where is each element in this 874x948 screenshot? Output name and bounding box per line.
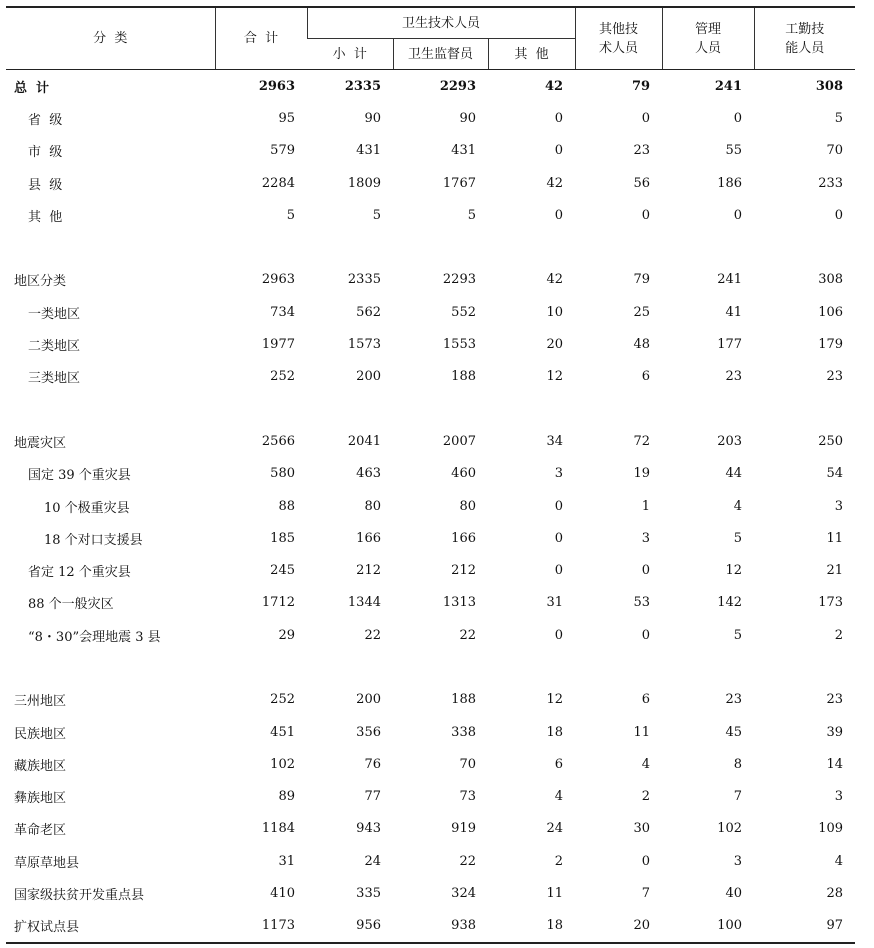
cell-supervisor: 166	[451, 530, 476, 546]
spacer-cell	[6, 393, 855, 425]
cell-other-tech: 0	[641, 853, 651, 869]
cell-total: 31	[278, 853, 295, 869]
cell-other: 18	[488, 910, 575, 943]
cell-management: 0	[733, 110, 743, 126]
cell-subtotal: 1573	[347, 337, 381, 353]
row-label: 藏族地区	[14, 758, 67, 774]
cell-total: 1977	[261, 337, 295, 353]
cell-total: 2963	[258, 78, 295, 94]
row-label: 省定 12 个重灾县	[28, 565, 131, 581]
row-label: 88 个一般灾区	[28, 597, 114, 613]
cell-other-tech: 6	[641, 692, 651, 708]
cell-supervisor: 2293	[442, 272, 476, 288]
table-row	[6, 845, 855, 877]
cell-worker: 70	[826, 143, 844, 159]
cell-total: 245	[270, 563, 295, 579]
cell-worker: 14	[826, 756, 844, 772]
table-row	[6, 684, 855, 716]
cell-other: 0	[554, 143, 564, 159]
cell-supervisor: 188	[451, 369, 476, 385]
cell-worker: 3	[834, 498, 844, 514]
cell-management: 241	[714, 78, 743, 94]
cell-worker: 39	[826, 724, 844, 740]
cell-other: 11	[546, 886, 564, 902]
cell-supervisor: 431	[451, 143, 476, 159]
table-row	[6, 910, 855, 943]
cell-supervisor: 73	[459, 789, 476, 805]
header-health-tech-staff: 卫生技术人员	[307, 7, 575, 39]
table-row	[6, 102, 855, 134]
cell-subtotal: 80	[364, 498, 381, 514]
cell-other: 12	[546, 369, 564, 385]
cell-supervisor: 460	[451, 466, 476, 482]
header-worker-staff: 工勤技 能人员	[754, 7, 855, 70]
cell-other: 0	[554, 563, 564, 579]
cell-worker: 106	[818, 304, 844, 320]
cell-other-tech: 20	[575, 910, 662, 943]
table-row	[6, 748, 855, 780]
table-row	[6, 70, 855, 103]
cell-other: 31	[546, 595, 564, 611]
table-row	[6, 361, 855, 393]
cell-total: 5	[286, 207, 295, 223]
table-row	[6, 328, 855, 360]
cell-management: 44	[725, 466, 743, 482]
row-label: 省 级	[28, 112, 63, 128]
row-label: 总 计	[14, 80, 50, 96]
cell-subtotal: 431	[356, 143, 381, 159]
cell-management: 186	[717, 175, 743, 191]
row-label: 二类地区	[28, 339, 81, 355]
table-row	[6, 781, 855, 813]
cell-supervisor: 2007	[442, 433, 476, 449]
cell-total: 29	[278, 627, 295, 643]
row-label: 彝族地区	[14, 791, 67, 807]
cell-management: 23	[725, 369, 743, 385]
cell-other-tech: 72	[633, 433, 651, 449]
cell-supervisor: 2293	[439, 78, 476, 94]
row-label: 三州地区	[14, 694, 67, 710]
cell-worker: 173	[818, 595, 844, 611]
cell-other: 0	[554, 498, 564, 514]
table-row	[6, 490, 855, 522]
cell-subtotal: 77	[364, 789, 381, 805]
cell-supervisor: 80	[459, 498, 476, 514]
cell-other: 42	[544, 78, 564, 94]
table-row	[6, 135, 855, 167]
cell-other-tech: 19	[633, 466, 651, 482]
cell-total: 2566	[261, 433, 295, 449]
table-row	[6, 167, 855, 199]
cell-worker: 23	[826, 369, 844, 385]
row-label: 18 个对口支援县	[44, 532, 143, 548]
row-label: 国定 39 个重灾县	[28, 468, 131, 484]
cell-other: 42	[546, 272, 564, 288]
cell-other-tech: 25	[633, 304, 651, 320]
cell-management: 177	[717, 337, 743, 353]
cell-management: 241	[717, 272, 743, 288]
cell-subtotal: 1344	[347, 595, 381, 611]
spacer-row	[6, 393, 855, 425]
cell-supervisor: 5	[467, 207, 476, 223]
statistics-table	[6, 6, 855, 944]
cell-supervisor: 938	[393, 910, 488, 943]
cell-total: 410	[270, 886, 295, 902]
table-row	[6, 425, 855, 457]
table-body	[6, 70, 855, 944]
cell-other-tech: 4	[641, 756, 651, 772]
row-label: 10 个极重灾县	[44, 500, 130, 516]
cell-management: 0	[733, 207, 743, 223]
cell-worker: 11	[826, 530, 844, 546]
cell-other: 0	[554, 530, 564, 546]
cell-other-tech: 48	[633, 337, 651, 353]
row-label: 扩权试点县	[6, 910, 215, 943]
header-supervisor: 卫生监督员	[393, 39, 488, 70]
cell-management: 4	[733, 498, 743, 514]
row-label: 国家级扶贫开发重点县	[14, 888, 145, 904]
row-label: 三类地区	[28, 371, 81, 387]
cell-supervisor: 70	[459, 756, 476, 772]
cell-other: 18	[546, 724, 564, 740]
cell-total: 252	[270, 369, 295, 385]
spacer-cell	[6, 231, 855, 263]
cell-worker: 250	[818, 433, 844, 449]
cell-other: 3	[554, 466, 564, 482]
cell-other: 24	[546, 821, 564, 837]
cell-other-tech: 3	[641, 530, 651, 546]
row-label: 一类地区	[28, 306, 81, 322]
table-row	[6, 877, 855, 909]
cell-management: 102	[717, 821, 743, 837]
cell-worker: 233	[818, 175, 844, 191]
cell-other: 10	[546, 304, 564, 320]
row-label: “8・30”会理地震 3 县	[28, 629, 161, 645]
cell-total: 1184	[261, 821, 295, 837]
cell-other: 34	[546, 433, 564, 449]
cell-other: 12	[546, 692, 564, 708]
cell-subtotal: 1809	[347, 175, 381, 191]
cell-total: 1712	[261, 595, 295, 611]
table-header	[6, 7, 855, 70]
cell-supervisor: 1767	[442, 175, 476, 191]
cell-management: 40	[725, 886, 743, 902]
cell-worker: 28	[826, 886, 844, 902]
cell-worker: 2	[834, 627, 844, 643]
cell-total: 2963	[261, 272, 295, 288]
cell-total: 579	[270, 143, 295, 159]
cell-total: 2284	[261, 175, 295, 191]
cell-subtotal: 212	[356, 563, 381, 579]
cell-worker: 179	[818, 337, 844, 353]
cell-supervisor: 22	[459, 853, 476, 869]
cell-management: 3	[733, 853, 743, 869]
cell-subtotal: 562	[356, 304, 381, 320]
cell-subtotal: 356	[356, 724, 381, 740]
cell-other: 0	[554, 627, 564, 643]
row-label: 草原草地县	[14, 855, 80, 871]
table-row	[6, 813, 855, 845]
cell-subtotal: 2041	[347, 433, 381, 449]
cell-subtotal: 2335	[347, 272, 381, 288]
cell-total: 102	[270, 756, 295, 772]
spacer-row	[6, 231, 855, 263]
cell-supervisor: 552	[451, 304, 476, 320]
cell-worker: 109	[818, 821, 844, 837]
cell-other: 0	[554, 110, 564, 126]
cell-total: 185	[270, 530, 295, 546]
cell-worker: 308	[815, 78, 844, 94]
cell-subtotal: 76	[364, 756, 381, 772]
cell-other: 6	[554, 756, 564, 772]
cell-worker: 0	[834, 207, 844, 223]
cell-subtotal: 463	[356, 466, 381, 482]
header-total: 合 计	[215, 7, 307, 70]
cell-subtotal: 24	[364, 853, 381, 869]
cell-subtotal: 943	[356, 821, 381, 837]
cell-supervisor: 338	[451, 724, 476, 740]
row-label: 市 级	[28, 145, 63, 161]
header-category: 分 类	[6, 7, 215, 70]
cell-management: 7	[733, 789, 743, 805]
table-row	[6, 587, 855, 619]
cell-subtotal: 956	[307, 910, 393, 943]
cell-subtotal: 5	[372, 207, 381, 223]
cell-total: 89	[278, 789, 295, 805]
cell-supervisor: 90	[459, 110, 476, 126]
cell-management: 142	[717, 595, 743, 611]
cell-other-tech: 56	[633, 175, 651, 191]
cell-other-tech: 11	[633, 724, 651, 740]
cell-other: 4	[554, 789, 564, 805]
cell-other: 2	[554, 853, 564, 869]
cell-other: 42	[546, 175, 564, 191]
cell-management: 12	[725, 563, 743, 579]
cell-other-tech: 6	[641, 369, 651, 385]
cell-other-tech: 23	[633, 143, 651, 159]
table-row	[6, 296, 855, 328]
cell-other-tech: 2	[641, 789, 651, 805]
cell-supervisor: 919	[451, 821, 476, 837]
cell-management: 45	[725, 724, 743, 740]
table-row	[6, 522, 855, 554]
cell-management: 5	[733, 530, 743, 546]
cell-total: 451	[270, 724, 295, 740]
table-row	[6, 264, 855, 296]
cell-worker: 5	[834, 110, 844, 126]
cell-other-tech: 53	[633, 595, 651, 611]
cell-worker: 97	[754, 910, 855, 943]
cell-management: 8	[733, 756, 743, 772]
cell-total: 88	[278, 498, 295, 514]
cell-subtotal: 2335	[344, 78, 381, 94]
cell-other-tech: 30	[633, 821, 651, 837]
cell-management: 5	[733, 627, 743, 643]
cell-total: 1173	[215, 910, 307, 943]
cell-total: 95	[278, 110, 295, 126]
cell-management: 41	[725, 304, 743, 320]
header-other-tech-staff: 其他技 术人员	[575, 7, 662, 70]
header-row-1	[6, 7, 855, 39]
cell-worker: 4	[834, 853, 844, 869]
cell-total: 252	[270, 692, 295, 708]
cell-other-tech: 0	[641, 207, 651, 223]
cell-other-tech: 79	[633, 272, 651, 288]
cell-subtotal: 22	[364, 627, 381, 643]
cell-subtotal: 200	[356, 692, 381, 708]
cell-worker: 54	[826, 466, 844, 482]
cell-supervisor: 212	[451, 563, 476, 579]
header-other: 其 他	[488, 39, 575, 70]
spacer-cell	[6, 651, 855, 683]
cell-other-tech: 7	[641, 886, 651, 902]
row-label: 地震灾区	[14, 435, 67, 451]
cell-worker: 23	[826, 692, 844, 708]
cell-other-tech: 0	[641, 110, 651, 126]
table-row	[6, 716, 855, 748]
cell-subtotal: 166	[356, 530, 381, 546]
header-management-staff: 管理 人员	[662, 7, 754, 70]
cell-management: 100	[662, 910, 754, 943]
cell-other-tech: 0	[641, 563, 651, 579]
cell-other: 20	[546, 337, 564, 353]
cell-worker: 21	[826, 563, 844, 579]
cell-other-tech: 79	[631, 78, 651, 94]
cell-other-tech: 1	[641, 498, 651, 514]
cell-worker: 308	[818, 272, 844, 288]
cell-total: 580	[270, 466, 295, 482]
cell-management: 203	[717, 433, 743, 449]
cell-supervisor: 324	[451, 886, 476, 902]
cell-supervisor: 1553	[442, 337, 476, 353]
cell-supervisor: 22	[459, 627, 476, 643]
cell-total: 734	[270, 304, 295, 320]
row-label: 其 他	[28, 209, 63, 225]
table-row	[6, 199, 855, 231]
table-row	[6, 554, 855, 586]
cell-management: 55	[725, 143, 743, 159]
row-label: 县 级	[28, 177, 63, 193]
cell-worker: 3	[834, 789, 844, 805]
cell-management: 23	[725, 692, 743, 708]
row-label: 地区分类	[14, 274, 67, 290]
cell-subtotal: 200	[356, 369, 381, 385]
table-row	[6, 619, 855, 651]
row-label: 民族地区	[14, 726, 67, 742]
cell-supervisor: 1313	[442, 595, 476, 611]
cell-subtotal: 90	[364, 110, 381, 126]
table-row	[6, 458, 855, 490]
cell-other: 0	[554, 207, 564, 223]
cell-subtotal: 335	[356, 886, 381, 902]
header-subtotal: 小 计	[307, 39, 393, 70]
row-label: 革命老区	[14, 823, 67, 839]
spacer-row	[6, 651, 855, 683]
cell-supervisor: 188	[451, 692, 476, 708]
cell-other-tech: 0	[641, 627, 651, 643]
